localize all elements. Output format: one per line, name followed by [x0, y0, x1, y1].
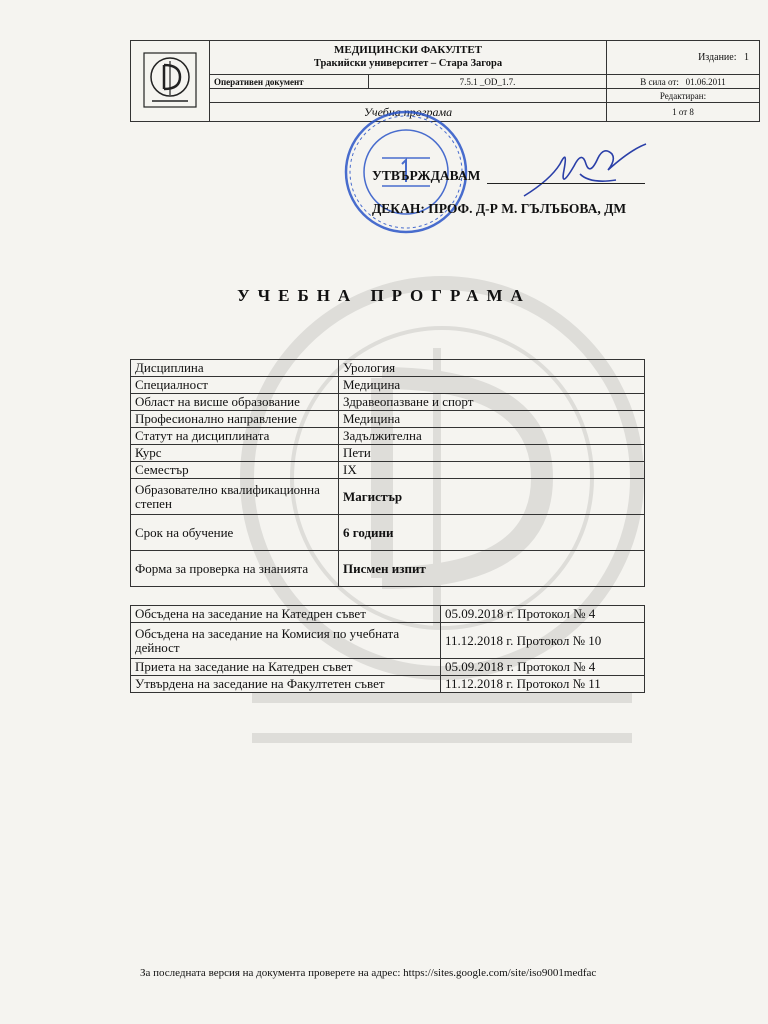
page-number: 1 от 8 [607, 103, 760, 122]
signature-icon [520, 140, 650, 202]
edited-cell [607, 89, 760, 103]
table-cell-label: Специалност [131, 377, 339, 394]
table-row [131, 676, 645, 693]
table-cell-value: Медицина [339, 377, 645, 394]
table-row [131, 462, 645, 479]
table-cell-value: 05.09.2018 г. Протокол № 4 [441, 659, 645, 676]
table-cell-value: Медицина [339, 411, 645, 428]
table-cell-value: Пети [339, 445, 645, 462]
signature-line [487, 183, 645, 184]
table-row [131, 479, 645, 515]
effective-value: 01.06.2011 [685, 76, 726, 87]
table-row [131, 606, 645, 623]
table-cell-label: Област на висше образование [131, 394, 339, 411]
table-cell-value: Урология [339, 360, 645, 377]
table-cell-label: Обсъдена на заседание на Катедрен съвет [131, 606, 441, 623]
table-cell-label: Статут на дисциплината [131, 428, 339, 445]
approve-text: УТВЪРЖДАВАМ [372, 168, 481, 183]
table-cell-label: Курс [131, 445, 339, 462]
table-row [131, 428, 645, 445]
table-row [131, 551, 645, 587]
table-cell-value: IX [339, 462, 645, 479]
table-cell-label: Образователно квалификационна степен [131, 479, 339, 515]
table-row [131, 623, 645, 659]
table-cell-label: Дисциплина [131, 360, 339, 377]
table-cell-label: Професионално направление [131, 411, 339, 428]
table-row [131, 394, 645, 411]
doc-name: Учебна програма [210, 103, 607, 122]
header-institution [210, 41, 607, 75]
table-cell-value: Здравеопазване и спорт [339, 394, 645, 411]
page-title: УЧЕБНА ПРОГРАМА [237, 286, 531, 305]
table-cell-value: 11.12.2018 г. Протокол № 10 [441, 623, 645, 659]
table-cell-value: 11.12.2018 г. Протокол № 11 [441, 676, 645, 693]
faculty-logo-icon [142, 51, 198, 109]
table-cell-value: 6 години [339, 515, 645, 551]
table-cell-label: Срок на обучение [131, 515, 339, 551]
footer-note: За последната версия на документа проверете на адрес: https://sites.google.com/site/iso9001medfac [140, 967, 597, 979]
doc-type: Оперативен документ [210, 74, 369, 89]
table-cell-value: Писмен изпит [339, 551, 645, 587]
table-cell-label: Форма за проверка на знанията [131, 551, 339, 587]
table-cell-label: Утвърдена на заседание на Факултетен съвет [131, 676, 441, 693]
table-row [131, 377, 645, 394]
university-name: Тракийски университет – Стара Загора [313, 58, 503, 70]
edition-label: Издание: [698, 51, 737, 63]
table-row [131, 659, 645, 676]
spacer-cell [210, 89, 607, 103]
effective-label: В сила от: [640, 76, 679, 87]
table-cell-value: Магистър [339, 479, 645, 515]
dean-text: ДЕКАН: ПРОФ. Д-Р М. ГЪЛЪБОВА, ДМ [372, 201, 627, 216]
edition-value: 1 [744, 51, 749, 63]
table-cell-value: 05.09.2018 г. Протокол № 4 [441, 606, 645, 623]
table-cell-label: Обсъдена на заседание на Комисия по учебната дейност [131, 623, 441, 659]
doc-code: 7.5.1 _OD_1.7. [369, 74, 607, 89]
table-cell-value: Задължителна [339, 428, 645, 445]
table-row [131, 445, 645, 462]
table-row [131, 411, 645, 428]
approvals-table [130, 605, 645, 693]
table-cell-label: Приета на заседание на Катедрен съвет [131, 659, 441, 676]
table-row [131, 360, 645, 377]
table-row [131, 515, 645, 551]
header-logo-cell [131, 41, 210, 122]
effective-cell [607, 74, 760, 89]
table-cell-label: Семестър [131, 462, 339, 479]
faculty-name: МЕДИЦИНСКИ ФАКУЛТЕТ [333, 44, 483, 57]
edition-cell [607, 41, 760, 75]
discipline-table [130, 359, 645, 587]
edited-label: Редактиран: [659, 90, 707, 101]
